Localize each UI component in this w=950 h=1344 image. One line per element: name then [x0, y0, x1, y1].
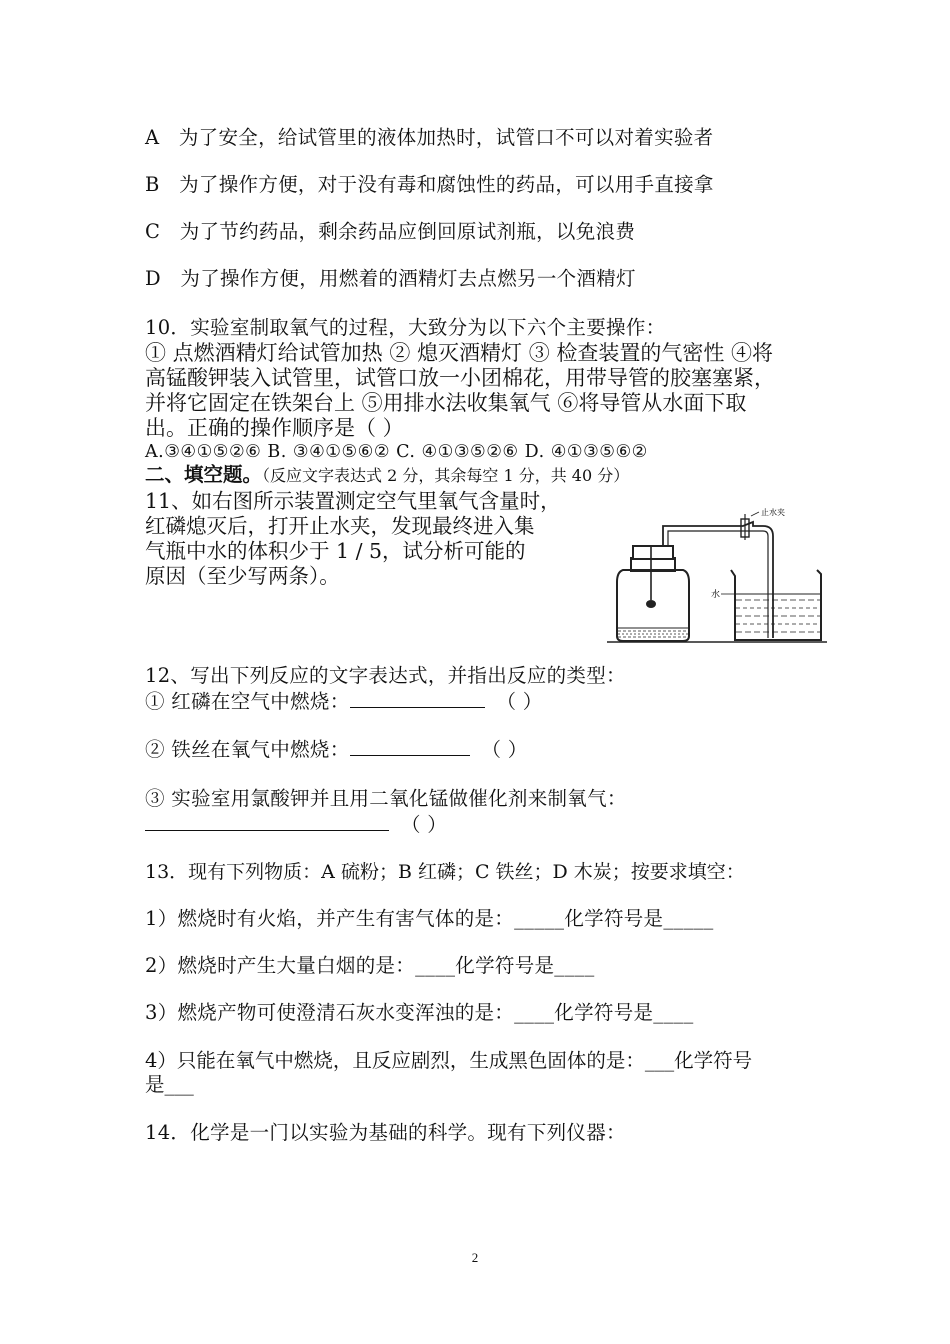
q12-r3-blank[interactable]: [145, 812, 389, 831]
q13-item-4b: 是___: [145, 1073, 194, 1096]
combustion-spoon: [646, 600, 656, 608]
oxygen-measurement-apparatus-figure: [605, 500, 830, 648]
q13-item-3: 3）燃烧产物可使澄清石灰水变浑浊的是：____化学符号是____: [145, 1001, 694, 1024]
q13-item-4a: 4）只能在氧气中燃烧，且反应剧烈，生成黑色固体的是：___化学符号: [145, 1049, 753, 1072]
q12-reaction-3: ③ 实验室用氯酸钾并且用二氧化锰做催化剂来制氧气：: [145, 787, 627, 810]
water-label: 水: [711, 590, 721, 600]
clamp-label: 止水夹: [761, 508, 785, 517]
q10-line-3: 高锰酸钾装入试管里，试管口放一小团棉花，用带导管的胶塞塞紧，: [145, 366, 775, 390]
section-2-note: （反应文字表达式 2 分，其余每空 1 分，共 40 分）: [262, 466, 630, 485]
q12-r2-type[interactable]: （ ）: [481, 738, 528, 761]
q12-reaction-2: [145, 737, 528, 762]
q13-item-1: 1）燃烧时有火焰，并产生有害气体的是：_____化学符号是_____: [145, 907, 714, 930]
q11-line-4: 原因（至少写两条）。: [145, 564, 340, 588]
page-number: 2: [471, 1250, 479, 1265]
q12-r1-type[interactable]: （ ）: [496, 690, 543, 713]
rubber-stopper: [633, 546, 673, 559]
q10-line-1: 10．实验室制取氧气的过程，大致分为以下六个主要操作：: [145, 316, 666, 339]
option-a: A 为了安全，给试管里的液体加热时，试管口不可以对着实验者: [145, 126, 714, 149]
q12-intro: 12、写出下列反应的文字表达式，并指出反应的类型：: [145, 664, 626, 687]
beaker: [731, 570, 821, 640]
option-c: C 为了节约药品，剩余药品应倒回原试剂瓶，以免浪费: [145, 220, 636, 243]
q11-line-3: 气瓶中水的体积少于 1 / 5，试分析可能的: [145, 539, 526, 563]
q14-line-1: 14．化学是一门以实验为基础的科学。现有下列仪器：: [145, 1121, 626, 1144]
q10-choices: A.③④①⑤②⑥ B. ③④①⑤⑥② C. ④①③⑤②⑥ D. ④①③⑤⑥②: [145, 442, 648, 462]
q13-intro: 13．现有下列物质：A 硫粉；B 红磷；C 铁丝；D 木炭；按要求填空：: [145, 861, 745, 883]
q12-r3-type[interactable]: （ ）: [401, 813, 448, 836]
q12-reaction-3-answer: [145, 812, 447, 837]
option-b: B 为了操作方便，对于没有毒和腐蚀性的药品，可以用手直接拿: [145, 173, 714, 196]
q10-line-4: 并将它固定在铁架台上 ⑤用排水法收集氧气 ⑥将导管从水面下取: [145, 391, 747, 415]
q12-r1-text: ① 红磷在空气中燃烧：: [145, 690, 350, 713]
section-2-heading: [145, 463, 629, 488]
q12-reaction-1: [145, 689, 543, 714]
section-2-title: 二、填空题。: [145, 463, 263, 486]
q13-item-2: 2）燃烧时产生大量白烟的是：____化学符号是____: [145, 954, 595, 977]
q12-r2-text: ② 铁丝在氧气中燃烧：: [145, 738, 350, 761]
connecting-tube: [663, 522, 773, 638]
q12-r1-blank[interactable]: [350, 689, 485, 708]
q11-line-1: 11、如右图所示装置测定空气里氧气含量时，: [145, 489, 561, 513]
q10-line-2: ① 点燃酒精灯给试管加热 ② 熄灭酒精灯 ③ 检查装置的气密性 ④将: [145, 341, 774, 365]
q11-line-2: 红磷熄灭后，打开止水夹，发现最终进入集: [145, 514, 535, 538]
q10-line-5: 出。正确的操作顺序是（ ）: [145, 416, 404, 440]
option-d: D 为了操作方便，用燃着的酒精灯去点燃另一个酒精灯: [145, 267, 636, 290]
q12-r2-blank[interactable]: [350, 737, 470, 756]
